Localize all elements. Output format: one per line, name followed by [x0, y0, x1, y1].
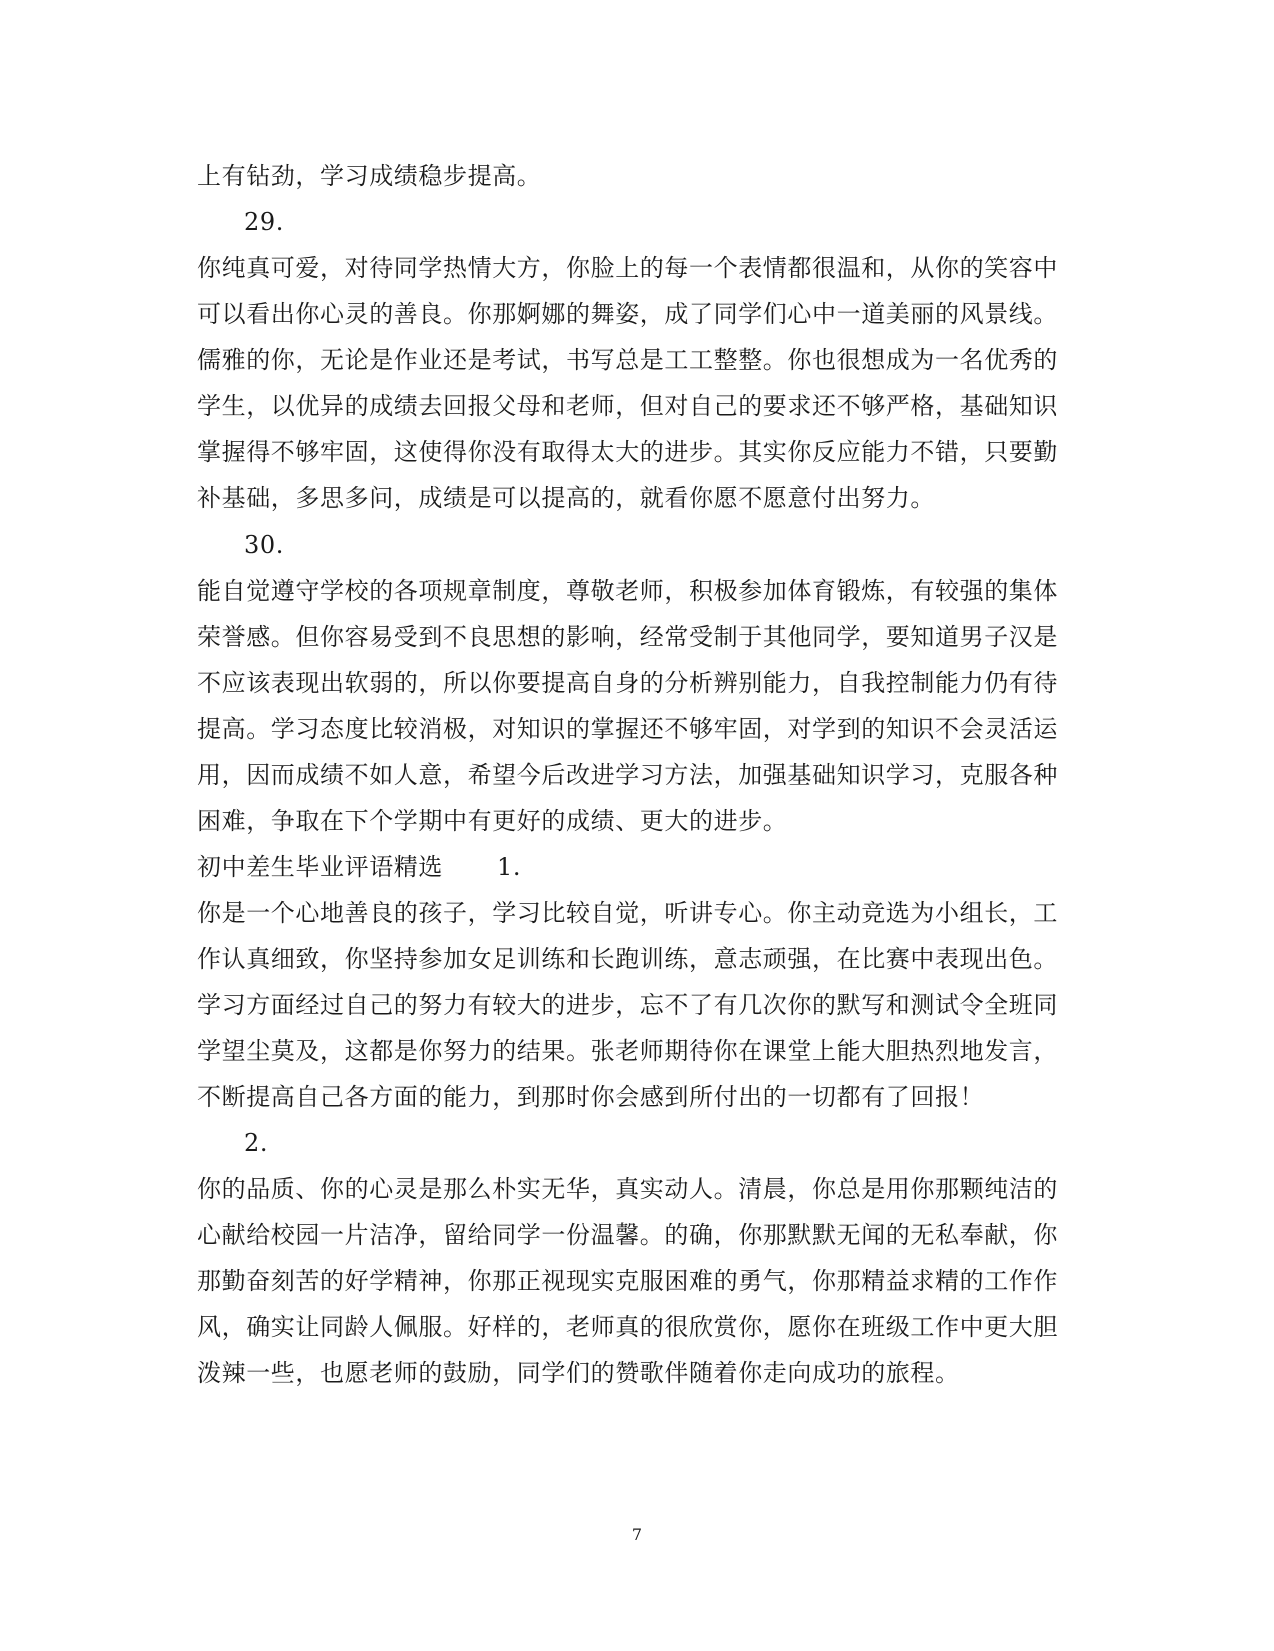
text-line: 泼辣一些，也愿老师的鼓励，同学们的赞歌伴随着你走向成功的旅程。 — [197, 1359, 960, 1387]
text-line: 不断提高自己各方面的能力，到那时你会感到所付出的一切都有了回报！ — [197, 1083, 985, 1111]
text-line: 那勤奋刻苦的好学精神，你那正视现实克服困难的勇气，你那精益求精的工作作 — [197, 1267, 1058, 1295]
text-line: 学习方面经过自己的努力有较大的进步，忘不了有几次你的默写和测试令全班同 — [197, 991, 1058, 1019]
text-line: 提高。学习态度比较消极，对知识的掌握还不够牢固，对学到的知识不会灵活运 — [197, 715, 1058, 743]
text-line: 风，确实让同龄人佩服。好样的，老师真的很欣赏你，愿你在班级工作中更大胆 — [197, 1313, 1058, 1341]
text-line: 能自觉遵守学校的各项规章制度，尊敬老师，积极参加体育锻炼，有较强的集体 — [197, 577, 1058, 605]
text-line: 学生，以优异的成绩去回报父母和老师，但对自己的要求还不够严格，基础知识 — [197, 392, 1058, 420]
text-line: 用，因而成绩不如人意，希望今后改进学习方法，加强基础知识学习，克服各种 — [197, 761, 1058, 789]
text-line: 你纯真可爱，对待同学热情大方，你脸上的每一个表情都很温和，从你的笑容中 — [197, 254, 1058, 282]
item-number: 29. — [244, 208, 284, 236]
text-line: 你的品质、你的心灵是那么朴实无华，真实动人。清晨，你总是用你那颗纯洁的 — [197, 1175, 1058, 1203]
text-line: 上有钻劲，学习成绩稳步提高。 — [197, 162, 542, 190]
text-line: 补基础，多思多问，成绩是可以提高的，就看你愿不愿意付出努力。 — [197, 484, 935, 512]
text-line: 荣誉感。但你容易受到不良思想的影响，经常受制于其他同学，要知道男子汉是 — [197, 623, 1058, 651]
text-line: 儒雅的你，无论是作业还是考试，书写总是工工整整。你也很想成为一名优秀的 — [197, 346, 1058, 374]
text-line: 作认真细致，你坚持参加女足训练和长跑训练，意志顽强，在比赛中表现出色。 — [197, 945, 1058, 973]
text-line: 可以看出你心灵的善良。你那婀娜的舞姿，成了同学们心中一道美丽的风景线。 — [197, 300, 1058, 328]
item-number: 30. — [244, 531, 284, 559]
item-number: 2. — [244, 1129, 269, 1157]
section-heading-line — [197, 852, 522, 882]
text-line: 掌握得不够牢固，这使得你没有取得太大的进步。其实你反应能力不错，只要勤 — [197, 438, 1058, 466]
page-number: 7 — [631, 1525, 643, 1544]
section-heading: 初中差生毕业评语精选 — [197, 853, 443, 881]
text-line: 心献给校园一片洁净，留给同学一份温馨。的确，你那默默无闻的无私奉献，你 — [197, 1221, 1058, 1249]
text-line: 困难，争取在下个学期中有更好的成绩、更大的进步。 — [197, 807, 788, 835]
text-line: 学望尘莫及，这都是你努力的结果。张老师期待你在课堂上能大胆热烈地发言， — [197, 1037, 1058, 1065]
text-line: 你是一个心地善良的孩子，学习比较自觉，听讲专心。你主动竞选为小组长，工 — [197, 899, 1058, 927]
item-number: 1. — [497, 853, 522, 881]
text-line: 不应该表现出软弱的，所以你要提高自身的分析辨别能力，自我控制能力仍有待 — [197, 669, 1058, 697]
